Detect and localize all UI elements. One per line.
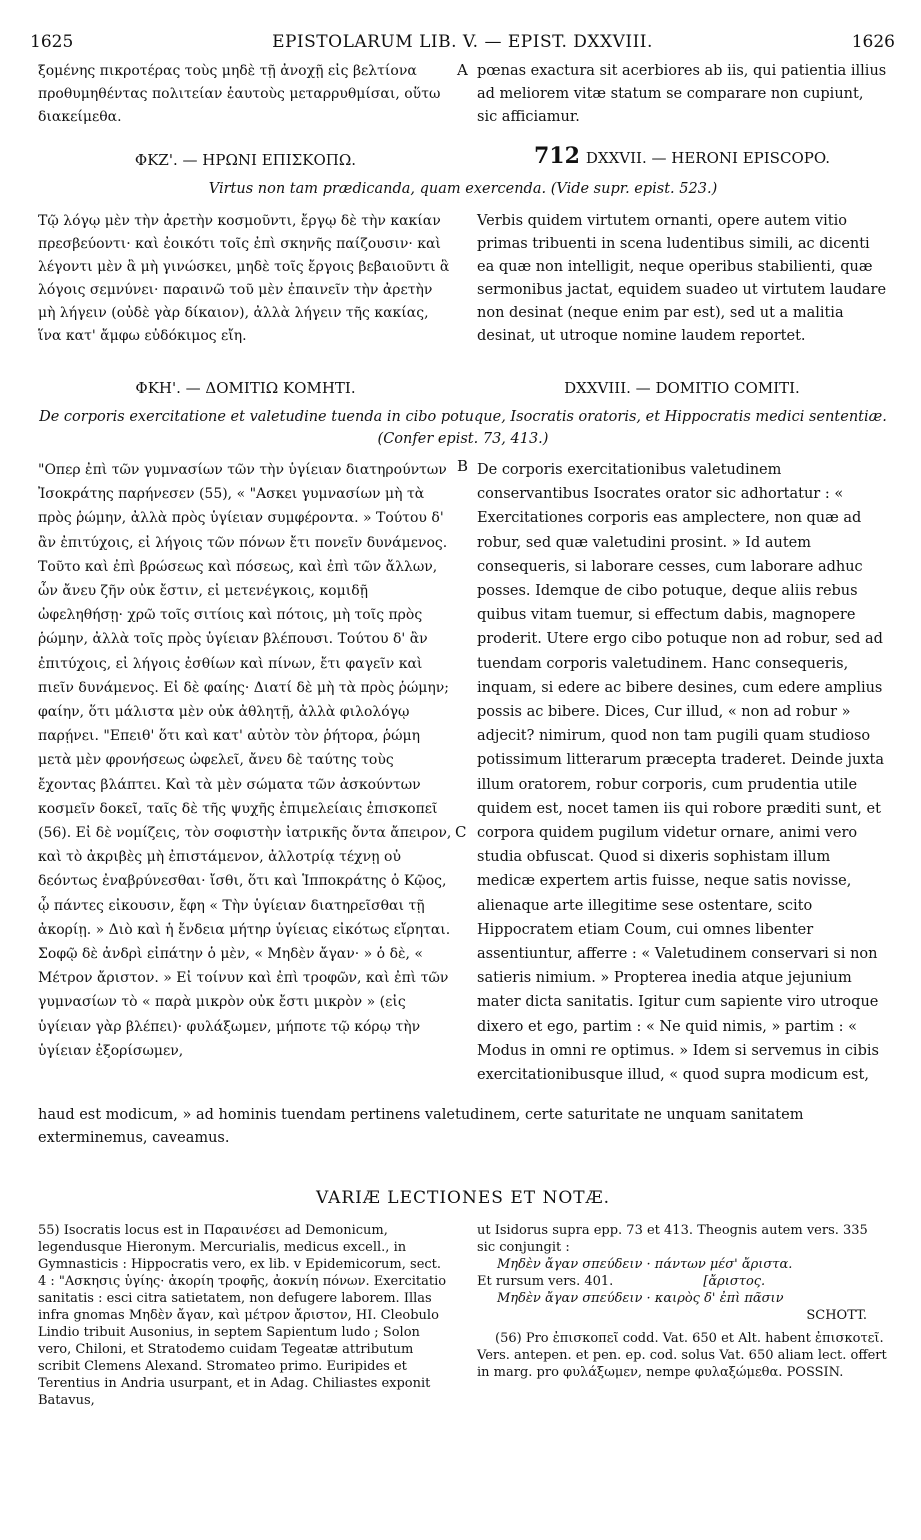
greek-epistle-text-527: Τῷ λόγῳ μὲν τὴν ἀρετὴν κοσμοῦντι, ἔργῳ δὲ τὴν κακίαν πρεσβεύοντι· καὶ ἐοικότι τοῖς ἐπὶ σκηνῆς παίζουσιν· καὶ λέγοντι μὲν ἃ μὴ γινώσκει, μηδὲ τοῖς ἔργοις βεβαιοῦντι ἃ λόγοις σεμνύνει· παραινῶ τοῦ μὲν ἐπαινεῖν τὴν ἀρετὴν μὴ λήγειν (οὐδὲ γὰρ δίκαιον), ἀλλὰ λήγειν τῆς κακίας, ἵνα κατ' ἄμφω εὐδόκιμος εἴη. bbox=[38, 213, 450, 344]
latin-epistle-title-528: DXXVIII. — DOMITIO COMITI. bbox=[564, 379, 800, 397]
margin-marker-b: B bbox=[457, 457, 469, 475]
margin-marker-a: A bbox=[457, 61, 468, 79]
verse-2: Μηδὲν ἄγαν σπεύδειν · καιρὸς δ' ἐπὶ πᾶσιν bbox=[497, 1291, 784, 1306]
running-title: EPISTOLARUM LIB. V. — EPIST. DXXVIII. bbox=[272, 32, 653, 52]
running-header bbox=[30, 32, 895, 58]
verse-ref: Et rursum vers. 401. bbox=[477, 1274, 614, 1289]
greek-epistle-title-528: ΦΚΗ'. — ΔΟΜΙΤΙΩ ΚΟΜΗΤΙ. bbox=[135, 379, 356, 397]
top-latin-text: pœnas exactura sit acerbiores ab iis, qui patientia illius ad meliorem vitæ statum se comparare non cupiunt, sic afficiamur. bbox=[477, 63, 887, 125]
verse-ending: [ἄριστος. bbox=[703, 1274, 766, 1289]
page-number-right: 1626 bbox=[851, 32, 895, 52]
note-55: 55) Isocratis locus est in Παραινέσει ad Demonicum, legendusque Hieronym. Mercurialis, medicus excell., in Gymnasticis : Hippocratis vero, ex lib. v Epidemicorum, sect. 4 : "Ασκησις ὑγίης· ἀκορίη τροφῆς, ἀοκνίη πόνων. Exercitatio sanitatis : esci citra satietatem, non defugere laborem. Illas infra gnomas Μηδὲν ἄγαν, καὶ μέτρον ἄριστον, ΗΙ. Cleobulo Lindio tribuit Ausonius, in septem Sapientum ludo ; Solon vero, Chiloni, et Stratodemo cuidam Tegeatæ attributum scribit Clemens Alexand. Stromateo primo. Euripides et Terentius in Andria usurpant, et in Adag. Chiliastes exponit Batavus, bbox=[38, 1223, 447, 1408]
epistle-argument-528: De corporis exercitatione et valetudine tuenda in cibo potuque, Isocratis oratoris, et Hippocratis medici sententiæ. (Confer epist. 73, 413.) bbox=[39, 409, 887, 447]
note-right-mid bbox=[477, 1273, 887, 1290]
note-56-text: (56) Pro ἐπισκοπεῖ codd. Vat. 650 et Alt. habent ἐπισκοτεῖ. Vers. antepen. et pen. ep. cod. solus Vat. 650 aliam lect. offert in marg. pro φυλάξωμεν, nempe φυλαξώμεθα. bbox=[477, 1331, 887, 1380]
signature-possin: POSSIN. bbox=[786, 1365, 844, 1380]
latin-epistle-text-528: De corporis exercitationibus valetudinem conservantibus Isocrates orator sic adhortatur : « Exercitationes corporis eas amplectere, non quæ ad robur, sed quæ valetudini prosint. » Id autem consequeris, si laborare cesses, cum laborare adhuc posses. Idemque de cibo potuque, deque aliis rebus quibus vitam tuemur, si effectum dabis, magnopere proderit. Utere ergo cibo potuque non ad robur, sed ad tuendam corporis valetudinem. Hanc consequeris, inquam, si edere ac bibere desines, cum edere amplius possis ac bibere. Dices, Cur illud, « non ad robur » adjecit? nimirum, quod non tam pugili quam studioso potissimum litterarum præcepta traderet. Deinde juxta illum oratorem, robur corporis, cum prudentia utile quidem est, nocet tamen iis qui robore præditi sunt, et corpora quidem pugilum videtur ornare, animi vero studia obfuscat. Quod si dixeris sophistam illum medicæ expertem artis fuisse, neque satis novisse, alienaque arte illegitime sese ostentare, scito Hippocratem etiam Coum, cui omnes libenter assentiuntur, afferre : « Valetudinem conservari si non satieris nimium. » Propterea inedia atque jejunium mater dicta sanitatis. Igitur cum sapiente viro utroque dixero et ego, partim : « Ne quid nimis, » partim : « Modus in omni re optimus. » Idem si servemus in cibis exercitationibusque illud, « quod supra modicum est, bbox=[477, 462, 885, 1084]
verse-1: Μηδὲν ἄγαν σπεύδειν · πάντων μέσ' ἄριστα. bbox=[497, 1257, 793, 1272]
epistle-argument-527: Virtus non tam prædicanda, quam exercenda. (Vide supr. epist. 523.) bbox=[208, 181, 718, 197]
note-right-intro: ut Isidorus supra epp. 73 et 413. Theognis autem vers. 335 sic conjungit : bbox=[477, 1223, 868, 1255]
page-number-left: 1625 bbox=[30, 32, 74, 52]
column-number: 712 bbox=[533, 143, 580, 169]
greek-epistle-text-528: "Οπερ ἐπὶ τῶν γυμνασίων τῶν τὴν ὑγίειαν διατηρούντων Ἰσοκράτης παρήνεσεν (55), « "Ασκει γυμνασίων μὴ τὰ πρὸς ῥώμην, ἀλλὰ πρὸς ὑγίειαν συμφέροντα. » Τούτου δ' ἂν ἐπιτύχοις, εἰ λήγοις τῶν πόνων ἔτι πονεῖν δυνάμενος. Τοῦτο καὶ ἐπὶ βρώσεως καὶ πόσεως, καὶ ἐπὶ τῶν ἄλλων, ὧν ἄνευ ζῆν οὐκ ἔστιν, εἰ μετενέγκοις, κομιδῇ ὠφεληθήσῃ· χρῶ τοῖς σιτίοις καὶ πότοις, μὴ τοῖς πρὸς ῥώμην, ἀλλὰ τοῖς πρὸς ὑγίειαν βλέπουσι. Τούτου δ' ἂν ἐπιτύχοις, εἰ λήγοις ἐσθίων καὶ πίνων, ἔτι φαγεῖν καὶ πιεῖν δυνάμενος. Εἰ δὲ φαίης· Διατί δὲ μὴ τὰ πρὸς ῥώμην; φαίην, ὅτι μάλιστα μὲν οὐκ ἀθλητῇ, ἀλλὰ φιλολόγῳ παρῄνει. "Επειθ' ὅτι καὶ κατ' αὐτὸν τὸν ῥήτορα, ῥώμη μετὰ μὲν φρονήσεως ὠφελεῖ, ἄνευ δὲ ταύτης τοὺς ἔχοντας βλάπτει. Καὶ τὰ μὲν σώματα τῶν ἀσκούντων κοσμεῖν δοκεῖ, ταῖς δὲ τῆς ψυχῆς ἐπιμελείαις ἐπισκοπεῖ (56). Εἰ δὲ νομίζεις, τὸν σοφιστὴν ἰατρικῆς ὄντα ἄπειρον, καὶ τὸ ἀκριβὲς μὴ ἐπιστάμενον, ἀλλοτρίᾳ τέχνῃ οὐ δεόντως ἐναβρύνεσθαι· ἴσθι, ὅτι καὶ Ἱπποκράτης ὁ Κῷος, ᾧ πάντες εἰκουσιν, ἔφη « Τὴν ὑγίειαν διατηρεῖσθαι τῇ ἀκορίῃ. » Διὸ καὶ ἡ ἔνδεια μήτηρ ὑγίειας εἰκότως εἴρηται. Σοφῷ δὲ ἀνδρὶ εἰπάτην ὁ μὲν, « Μηδὲν ἄγαν· » ὁ δὲ, « Μέτρον ἄριστον. » Εἰ τοίνυν καὶ ἐπὶ τροφῶν, καὶ ἐπὶ τῶν γυμνασίων τὸ « παρὰ μικρὸν οὐκ ἔστι μικρὸν » (εἰς ὑγίειαν γὰρ βλέπει)· φυλάξωμεν, μήποτε τῷ κόρῳ τὴν ὑγίειαν ἐξορίσωμεν, bbox=[38, 462, 452, 1059]
latin-epistle-text-527: Verbis quidem virtutem ornanti, opere autem vitio primas tribuenti in scena ludentibus simili, ac dicenti ea quæ non intelligit, neque operibus stabilienti, quæ sermonibus jactat, equidem suadeo ut virtutem laudare non desinat (neque enim par est), sed ut a malitia desinat, ut utroque nomine laudem reportet. bbox=[477, 213, 887, 344]
notes-heading: VARIÆ LECTIONES ET NOTÆ. bbox=[315, 1188, 611, 1208]
latin-title-text: DXXVII. — HERONI EPISCOPO. bbox=[585, 149, 831, 167]
margin-marker-c: C bbox=[455, 823, 467, 841]
greek-epistle-title-527: ΦΚΖ'. — ΗΡΩΝΙ ΕΠΙΣΚΟΠΩ. bbox=[134, 151, 357, 169]
note-56 bbox=[477, 1330, 887, 1381]
latin-epistle-title-527 bbox=[477, 144, 887, 170]
signature-schott: SCHOTT. bbox=[806, 1308, 867, 1323]
closing-latin-text: haud est modicum, » ad hominis tuendam pertinens valetudinem, certe saturitate ne unquam sanitatem exterminemus, caveamus. bbox=[38, 1107, 804, 1146]
top-greek-text: ξομένης πικροτέρας τοὺς μηδὲ τῇ ἀνοχῇ εἰς βελτίονα προθυμηθέντας πολιτείαν ἑαυτοὺς μεταρρυθμίσαι, οὕτω διακείμεθα. bbox=[38, 63, 441, 125]
notes-right-column bbox=[477, 1222, 887, 1381]
